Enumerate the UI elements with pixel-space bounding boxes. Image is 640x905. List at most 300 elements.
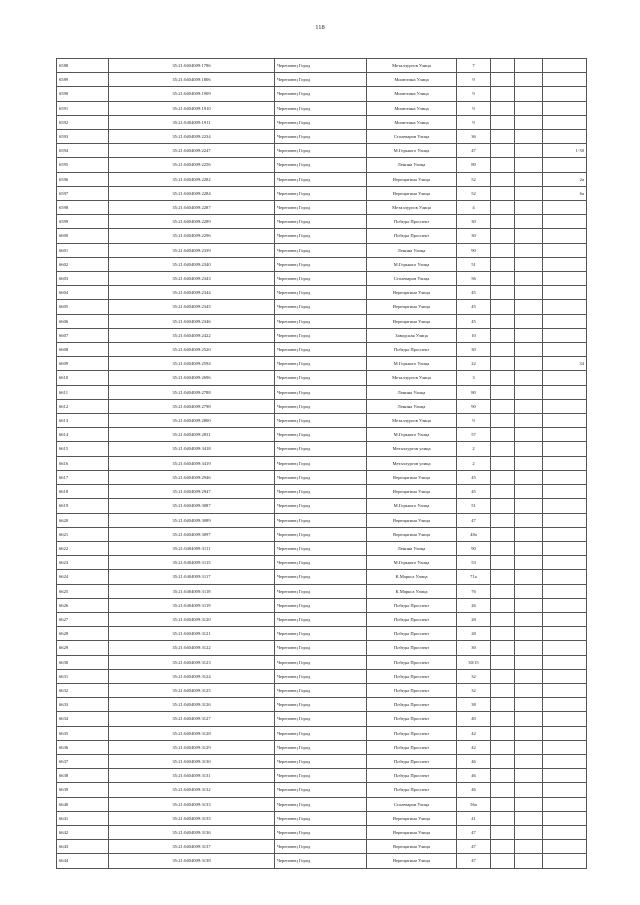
cadastral-number-cell: 35:21:0404009:3120 [109,612,275,626]
empty-cell [515,130,543,144]
apartment-cell [543,215,587,229]
table-row [57,442,587,456]
street-cell: Победы Проспект [367,726,457,740]
street-cell: К.Маркса Улица [367,570,457,584]
empty-cell [515,811,543,825]
empty-cell [515,470,543,484]
empty-cell [515,769,543,783]
table-row [57,825,587,839]
cadastral-number-cell: 35:21:0404009:1806 [109,73,275,87]
empty-cell [491,513,515,527]
table-row [57,726,587,740]
empty-cell [491,797,515,811]
street-cell: Верещагина Улица [367,286,457,300]
cadastral-number-cell: 35:21:0404009:3124 [109,669,275,683]
cadastral-number-cell: 35:21:0404009:3111 [109,541,275,555]
apartment-cell [543,825,587,839]
apartment-cell [543,286,587,300]
apartment-cell [543,343,587,357]
cadastral-number-cell: 35:21:0404009:3087 [109,499,275,513]
empty-cell [491,769,515,783]
table-row [57,115,587,129]
row-number-cell: 6595 [57,158,109,172]
street-cell: Победы Проспект [367,229,457,243]
row-number-cell: 6643 [57,840,109,854]
table-row [57,740,587,754]
house-number-cell: 9 [457,87,491,101]
empty-cell [515,243,543,257]
street-cell: Верещагина Улица [367,186,457,200]
empty-cell [491,527,515,541]
street-cell: Ленина Улица [367,541,457,555]
row-number-cell: 6631 [57,669,109,683]
street-cell: Верещагина Улица [367,854,457,868]
cadastral-number-cell: 35:21:0404009:2284 [109,186,275,200]
street-cell: Верещагина Улица [367,485,457,499]
city-cell: Череповец Город [275,854,367,868]
empty-cell [491,158,515,172]
empty-cell [515,300,543,314]
row-number-cell: 6630 [57,655,109,669]
apartment-cell [543,754,587,768]
house-number-cell: 46 [457,769,491,783]
empty-cell [515,314,543,328]
street-cell: Победы Проспект [367,655,457,669]
row-number-cell: 6635 [57,726,109,740]
empty-cell [515,499,543,513]
city-cell: Череповец Город [275,485,367,499]
cadastral-number-cell: 35:21:0404009:3419 [109,456,275,470]
street-cell: Заводская Улица [367,328,457,342]
street-cell: Сталеваров Улица [367,130,457,144]
empty-cell [515,570,543,584]
house-number-cell: 41 [457,811,491,825]
city-cell: Череповец Город [275,257,367,271]
street-cell: Победы Проспект [367,712,457,726]
house-number-cell: 9 [457,115,491,129]
apartment-cell [543,627,587,641]
table-row [57,527,587,541]
city-cell: Череповец Город [275,769,367,783]
city-cell: Череповец Город [275,186,367,200]
row-number-cell: 6601 [57,243,109,257]
empty-cell [515,669,543,683]
empty-cell [491,73,515,87]
house-number-cell: 30 [457,215,491,229]
cadastral-number-cell: 35:21:0404009:3130 [109,754,275,768]
table-row [57,59,587,73]
empty-cell [491,428,515,442]
cadastral-number-cell: 35:21:0404009:2339 [109,243,275,257]
table-row [57,272,587,286]
table-row [57,172,587,186]
empty-cell [515,598,543,612]
empty-cell [491,641,515,655]
cadastral-number-cell: 35:21:0404009:2947 [109,485,275,499]
cadastral-number-cell: 35:21:0404009:3138 [109,854,275,868]
street-cell: Ленина Улица [367,399,457,413]
table-row [57,541,587,555]
cadastral-number-cell: 35:21:0404009:2296 [109,229,275,243]
cadastral-number-cell: 35:21:0404009:2800 [109,414,275,428]
cadastral-number-cell: 35:21:0404009:3126 [109,698,275,712]
house-number-cell: 9 [457,101,491,115]
empty-cell [515,59,543,73]
row-number-cell: 6615 [57,442,109,456]
street-cell: К.Маркса Улица [367,584,457,598]
row-number-cell: 6644 [57,854,109,868]
empty-cell [491,186,515,200]
house-number-cell: 40 [457,712,491,726]
apartment-cell [543,87,587,101]
cadastral-number-cell: 35:21:0404009:3097 [109,527,275,541]
empty-cell [491,485,515,499]
empty-cell [491,556,515,570]
empty-cell [491,783,515,797]
city-cell: Череповец Город [275,243,367,257]
city-cell: Череповец Город [275,641,367,655]
apartment-cell [543,740,587,754]
cadastral-number-cell: 35:21:0404009:3129 [109,740,275,754]
street-cell: Победы Проспект [367,698,457,712]
cadastral-number-cell: 35:21:0404009:3132 [109,783,275,797]
cadastral-number-cell: 35:21:0404009:2345 [109,300,275,314]
apartment-cell [543,584,587,598]
apartment-cell [543,683,587,697]
empty-cell [515,627,543,641]
row-number-cell: 6599 [57,215,109,229]
house-number-cell: 42 [457,740,491,754]
table-row [57,130,587,144]
empty-cell [491,811,515,825]
apartment-cell [543,59,587,73]
table-row [57,414,587,428]
house-number-cell: 36 [457,130,491,144]
street-cell: Победы Проспект [367,612,457,626]
city-cell: Череповец Город [275,158,367,172]
city-cell: Череповец Город [275,840,367,854]
city-cell: Череповец Город [275,470,367,484]
apartment-cell [543,612,587,626]
apartment-cell [543,783,587,797]
apartment-cell [543,854,587,868]
row-number-cell: 6623 [57,556,109,570]
house-number-cell: 47 [457,854,491,868]
row-number-cell: 6610 [57,371,109,385]
house-number-cell: 71а [457,570,491,584]
row-number-cell: 6636 [57,740,109,754]
city-cell: Череповец Город [275,698,367,712]
street-cell: Милютина Улица [367,115,457,129]
table-row [57,811,587,825]
row-number-cell: 6624 [57,570,109,584]
table-row [57,556,587,570]
row-number-cell: 6593 [57,130,109,144]
table-row [57,357,587,371]
cadastral-number-cell: 35:21:0404009:1786 [109,59,275,73]
cadastral-number-cell: 35:21:0404009:2287 [109,201,275,215]
empty-cell [515,783,543,797]
house-number-cell: 22 [457,357,491,371]
street-cell: М.Горького Улица [367,499,457,513]
row-number-cell: 6614 [57,428,109,442]
cadastral-number-cell: 35:21:0404009:2256 [109,158,275,172]
city-cell: Череповец Город [275,371,367,385]
city-cell: Череповец Город [275,598,367,612]
apartment-cell [543,527,587,541]
apartment-cell [543,470,587,484]
empty-cell [491,655,515,669]
cadastral-number-cell: 35:21:0404009:2247 [109,144,275,158]
empty-cell [491,598,515,612]
street-cell: Металлургов Улица [367,59,457,73]
street-cell: М.Горького Улица [367,428,457,442]
row-number-cell: 6604 [57,286,109,300]
city-cell: Череповец Город [275,825,367,839]
house-number-cell: 45 [457,300,491,314]
city-cell: Череповец Город [275,144,367,158]
house-number-cell: 2 [457,456,491,470]
row-number-cell: 6605 [57,300,109,314]
apartment-cell: 6а [543,186,587,200]
apartment-cell [543,243,587,257]
house-number-cell: 32 [457,669,491,683]
empty-cell [491,87,515,101]
cadastral-number-cell: 35:21:0404009:3131 [109,769,275,783]
table-row [57,570,587,584]
empty-cell [491,385,515,399]
apartment-cell [543,314,587,328]
empty-cell [515,655,543,669]
street-cell: Верещагина Улица [367,527,457,541]
row-number-cell: 6640 [57,797,109,811]
house-number-cell: 10 [457,328,491,342]
empty-cell [515,172,543,186]
empty-cell [515,797,543,811]
table-row [57,683,587,697]
empty-cell [491,59,515,73]
empty-cell [491,357,515,371]
table-row [57,215,587,229]
street-cell: Металлургов Улица [367,371,457,385]
street-cell: Победы Проспект [367,641,457,655]
street-cell: Победы Проспект [367,783,457,797]
house-number-cell: 47 [457,825,491,839]
table-row [57,144,587,158]
city-cell: Череповец Город [275,754,367,768]
street-cell: Милютина Улица [367,87,457,101]
city-cell: Череповец Город [275,414,367,428]
table-row [57,598,587,612]
row-number-cell: 6622 [57,541,109,555]
apartment-cell [543,499,587,513]
city-cell: Череповец Город [275,357,367,371]
empty-cell [491,414,515,428]
table-row [57,669,587,683]
empty-cell [515,527,543,541]
empty-cell [491,825,515,839]
street-cell: Ленина Улица [367,158,457,172]
street-cell: Металлургов Улица [367,201,457,215]
apartment-cell [543,485,587,499]
registry-body [57,59,587,869]
empty-cell [515,414,543,428]
row-number-cell: 6598 [57,201,109,215]
empty-cell [515,385,543,399]
house-number-cell: 30 [457,343,491,357]
row-number-cell: 6617 [57,470,109,484]
house-number-cell: 80 [457,158,491,172]
city-cell: Череповец Город [275,172,367,186]
row-number-cell: 6613 [57,414,109,428]
row-number-cell: 6588 [57,59,109,73]
empty-cell [515,754,543,768]
table-row [57,712,587,726]
empty-cell [491,541,515,555]
house-number-cell: 7 [457,59,491,73]
house-number-cell: 9 [457,73,491,87]
house-number-cell: 56 [457,272,491,286]
cadastral-number-cell: 35:21:0404009:3118 [109,584,275,598]
city-cell: Череповец Город [275,669,367,683]
street-cell: М.Горького Улица [367,144,457,158]
empty-cell [491,343,515,357]
house-number-cell: 45 [457,314,491,328]
apartment-cell [543,101,587,115]
empty-cell [515,87,543,101]
cadastral-number-cell: 35:21:0404009:3125 [109,683,275,697]
row-number-cell: 6620 [57,513,109,527]
city-cell: Череповец Город [275,740,367,754]
table-row [57,456,587,470]
table-row [57,257,587,271]
apartment-cell [543,840,587,854]
street-cell: Победы Проспект [367,627,457,641]
row-number-cell: 6618 [57,485,109,499]
row-number-cell: 6607 [57,328,109,342]
empty-cell [515,144,543,158]
table-row [57,840,587,854]
house-number-cell: 47 [457,840,491,854]
apartment-cell: 1-30 [543,144,587,158]
row-number-cell: 6639 [57,783,109,797]
empty-cell [491,499,515,513]
table-row [57,286,587,300]
row-number-cell: 6591 [57,101,109,115]
empty-cell [491,130,515,144]
empty-cell [515,541,543,555]
city-cell: Череповец Город [275,783,367,797]
street-cell: Верещагина Улица [367,470,457,484]
street-cell: Милютина Улица [367,101,457,115]
row-number-cell: 6621 [57,527,109,541]
table-row [57,627,587,641]
empty-cell [491,243,515,257]
street-cell: Сталеваров Улица [367,272,457,286]
city-cell: Череповец Город [275,343,367,357]
cadastral-number-cell: 35:21:0404009:2340 [109,257,275,271]
row-number-cell: 6641 [57,811,109,825]
table-row [57,428,587,442]
empty-cell [491,172,515,186]
house-number-cell: 38 [457,698,491,712]
house-number-cell: 52 [457,186,491,200]
empty-cell [491,371,515,385]
street-cell: Верещагина Улица [367,811,457,825]
city-cell: Череповец Город [275,456,367,470]
row-number-cell: 6608 [57,343,109,357]
apartment-cell [543,556,587,570]
empty-cell [515,186,543,200]
apartment-cell [543,385,587,399]
cadastral-number-cell: 35:21:0404009:3123 [109,655,275,669]
city-cell: Череповец Город [275,655,367,669]
apartment-cell [543,712,587,726]
empty-cell [515,215,543,229]
apartment-cell [543,201,587,215]
city-cell: Череповец Город [275,201,367,215]
table-row [57,783,587,797]
house-number-cell: 52 [457,172,491,186]
table-row [57,229,587,243]
empty-cell [491,669,515,683]
street-cell: Победы Проспект [367,740,457,754]
cadastral-number-cell: 35:21:0404009:3128 [109,726,275,740]
empty-cell [515,201,543,215]
empty-cell [491,726,515,740]
row-number-cell: 6626 [57,598,109,612]
empty-cell [491,584,515,598]
apartment-cell [543,115,587,129]
house-number-cell: 30 [457,229,491,243]
empty-cell [515,584,543,598]
empty-cell [515,641,543,655]
row-number-cell: 6597 [57,186,109,200]
empty-cell [491,712,515,726]
city-cell: Череповец Город [275,556,367,570]
table-row [57,87,587,101]
house-number-cell: 80 [457,385,491,399]
row-number-cell: 6589 [57,73,109,87]
cadastral-number-cell: 35:21:0404009:3135 [109,811,275,825]
house-number-cell: 2 [457,442,491,456]
empty-cell [515,485,543,499]
house-number-cell: 26 [457,598,491,612]
empty-cell [491,300,515,314]
city-cell: Череповец Город [275,399,367,413]
house-number-cell: 56а [457,797,491,811]
city-cell: Череповец Город [275,513,367,527]
cadastral-number-cell: 35:21:0404009:3122 [109,641,275,655]
city-cell: Череповец Город [275,87,367,101]
row-number-cell: 6632 [57,683,109,697]
city-cell: Череповец Город [275,584,367,598]
empty-cell [491,470,515,484]
city-cell: Череповец Город [275,612,367,626]
empty-cell [515,740,543,754]
empty-cell [515,712,543,726]
empty-cell [515,115,543,129]
empty-cell [491,683,515,697]
street-cell: Металлургов Улица [367,414,457,428]
apartment-cell [543,811,587,825]
house-number-cell: 32 [457,683,491,697]
house-number-cell: 90 [457,541,491,555]
house-number-cell: 30/15 [457,655,491,669]
street-cell: Победы Проспект [367,669,457,683]
table-row [57,158,587,172]
empty-cell [491,570,515,584]
